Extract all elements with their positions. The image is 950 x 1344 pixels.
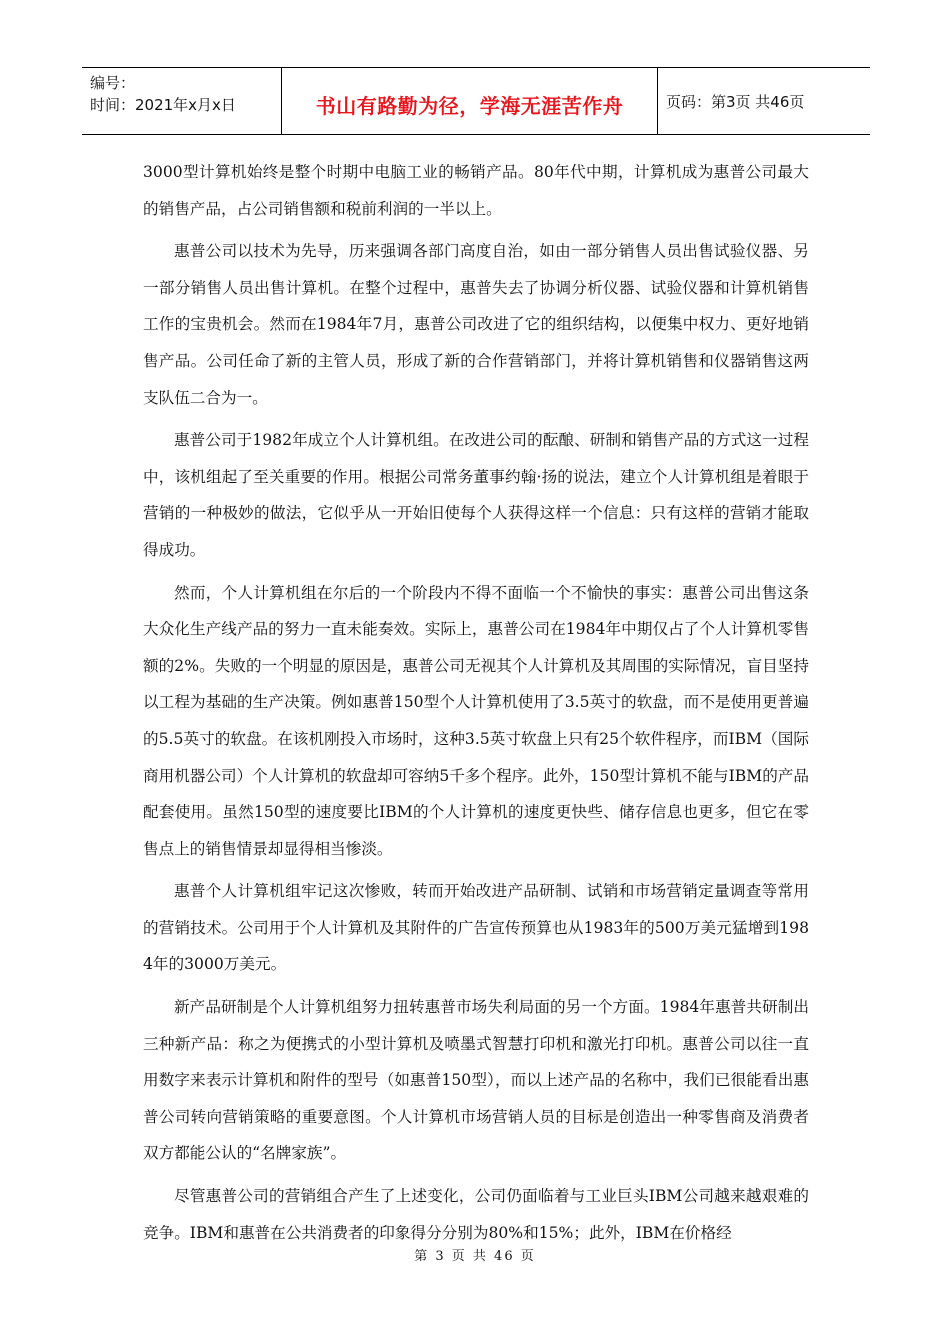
paragraph: 新产品研制是个人计算机组努力扭转惠普市场失利局面的另一个方面。1984年惠普共研制出三种新产品：称之为便携式的小型计算机及喷墨式智慧打印机和激光打印机。惠普公司以往一直用数字来表示计算机和附件的型号（如惠普150型），而以上述产品的名称中，我们已很能看出惠普公司转向营销策略的重要意图。个人计算机市场营销人员的目标是创造出一种零售商及消费者双方都能公认的“名牌家族”。 bbox=[143, 998, 809, 1163]
header-page-info: 页码：第3页 共46页 bbox=[666, 92, 805, 111]
paragraph: 然而，个人计算机组在尔后的一个阶段内不得不面临一个不愉快的事实：惠普公司出售这条大众化生产线产品的努力一直未能奏效。实际上，惠普公司在1984年中期仅占了个人计算机零售额的2%。失败的一个明显的原因是，惠普公司无视其个人计算机及其周围的实际情况，盲目坚持以工程为基础的生产决策。例如惠普150型个人计算机使用了3.5英寸的软盘，而不是使用更普遍的5.5英寸的软盘。在该机刚投入市场时，这种3.5英寸软盘上只有25个软件程序，而IBM（国际商用机器公司）个人计算机的软盘却可容纳5千多个程序。此外，150型计算机不能与IBM的产品配套使用。虽然150型的速度要比IBM的个人计算机的速度更快些、储存信息也更多，但它在零售点上的销售情景却显得相当惨淡。 bbox=[143, 583, 809, 858]
header-meta-cell bbox=[82, 68, 282, 134]
paragraph: 惠普个人计算机组牢记这次惨败，转而开始改进产品研制、试销和市场营销定量调查等常用的营销技术。公司用于个人计算机及其附件的广告宣传预算也从1983年的500万美元猛增到1984年的3000万美元。 bbox=[143, 882, 809, 974]
paragraph: 尽管惠普公司的营销组合产生了上述变化，公司仍面临着与工业巨头IBM公司越来越艰难的竞争。IBM和惠普在公共消费者的印象得分分别为80%和15%；此外，IBM在价格经 bbox=[143, 1187, 809, 1242]
document-body bbox=[143, 154, 809, 1257]
paragraph: 惠普公司以技术为先导，历来强调各部门高度自治，如由一部分销售人员出售试验仪器、另一部分销售人员出售计算机。在整个过程中，惠普失去了协调分析仪器、试验仪器和计算机销售工作的宝贵机会。然而在1984年7月，惠普公司改进了它的组织结构，以便集中权力、更好地销售产品。公司任命了新的主管人员，形成了新的合作营销部门，并将计算机销售和仪器销售这两支队伍二合为一。 bbox=[143, 242, 809, 407]
header-motto: 书山有路勤为径，学海无涯苦作舟 bbox=[282, 68, 658, 134]
paragraph: 3000型计算机始终是整个时期中电脑工业的畅销产品。80年代中期，计算机成为惠普公司最大的销售产品，占公司销售额和税前利润的一半以上。 bbox=[143, 163, 809, 218]
page-footer: 第 3 页 共 46 页 bbox=[414, 1249, 536, 1264]
date-label: 时间：2021年x月x日 bbox=[90, 96, 236, 114]
header-table bbox=[82, 67, 870, 135]
paragraph: 惠普公司于1982年成立个人计算机组。在改进公司的酝酿、研制和销售产品的方式这一过程中，该机组起了至关重要的作用。根据公司常务董事约翰·扬的说法，建立个人计算机组是着眼于营销的一种极妙的做法，它似乎从一开始旧使每个人获得这样一个信息：只有这样的营销才能取得成功。 bbox=[143, 431, 809, 559]
number-label: 编号： bbox=[90, 74, 136, 92]
